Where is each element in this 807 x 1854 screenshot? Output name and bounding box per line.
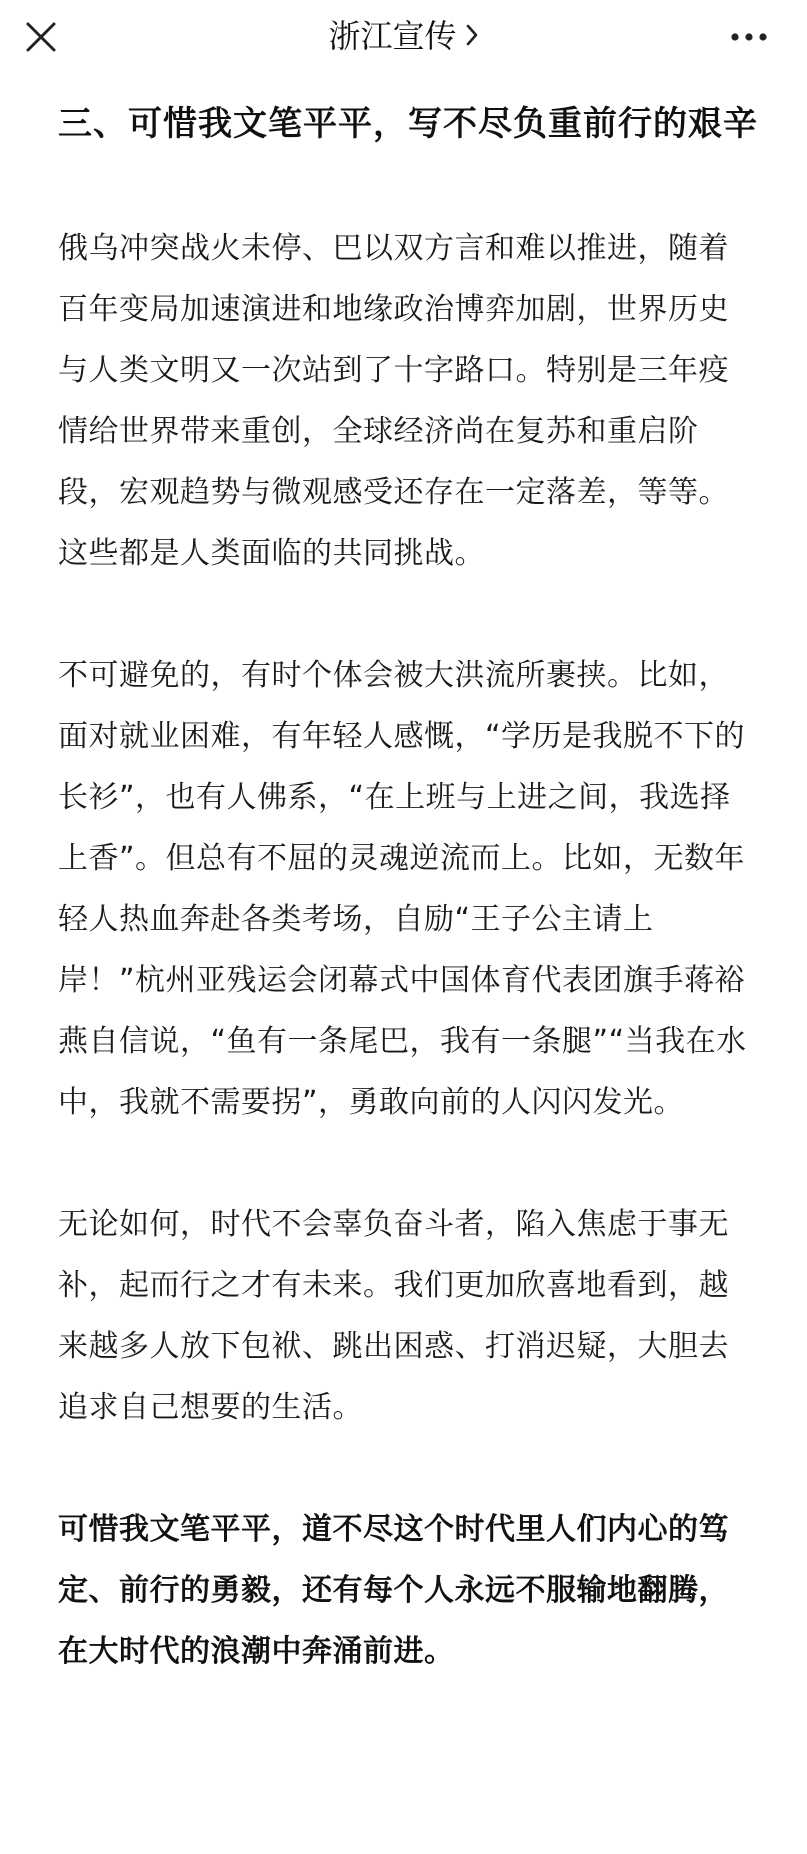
article-body: [58, 94, 758, 1682]
more-horizontal-icon: [727, 22, 771, 52]
more-options-button[interactable]: [727, 22, 771, 52]
paragraph-2: 不可避免的，有时个体会被大洪流所裹挟。比如，面对就业困难，有年轻人感慨，“学历是我脱不下的长衫”，也有人佛系，“在上班与上进之间，我选择上香”。但总有不屈的灵魂逆流而上。比如，无数年轻人热血奔赴各类考场，自励“王子公主请上岸！”杭州亚残运会闭幕式中国体育代表团旗手蒋裕燕自信说，“鱼有一条尾巴，我有一条腿”“当我在水中，我就不需要拐”，勇敢向前的人闪闪发光。: [58, 658, 747, 1120]
chevron-right-icon[interactable]: [465, 23, 479, 47]
account-title[interactable]: 浙江宣传: [328, 17, 457, 55]
paragraph-3: 无论如何，时代不会辜负奋斗者，陷入焦虑于事无补，起而行之才有未来。我们更加欣喜地看到，越来越多人放下包袱、跳出困惑、打消迟疑，大胆去追求自己想要的生活。: [58, 1207, 729, 1425]
account-title-area: [0, 14, 807, 58]
paragraph-1: 俄乌冲突战火未停、巴以双方言和难以推进，随着百年变局加速演进和地缘政治博弈加剧，世界历史与人类文明又一次站到了十字路口。特别是三年疫情给世界带来重创，全球经济尚在复苏和重启阶段，宏观趋势与微观感受还存在一定落差，等等。这些都是人类面临的共同挑战。: [58, 231, 729, 571]
section-heading: 三、可惜我文笔平平，写不尽负重前行的艰辛: [58, 104, 758, 144]
top-navigation-bar: [0, 0, 807, 74]
paragraph-4-bold: 可惜我文笔平平，道不尽这个时代里人们内心的笃定、前行的勇毅，还有每个人永远不服输地翻腾，在大时代的浪潮中奔涌前进。: [58, 1512, 729, 1669]
